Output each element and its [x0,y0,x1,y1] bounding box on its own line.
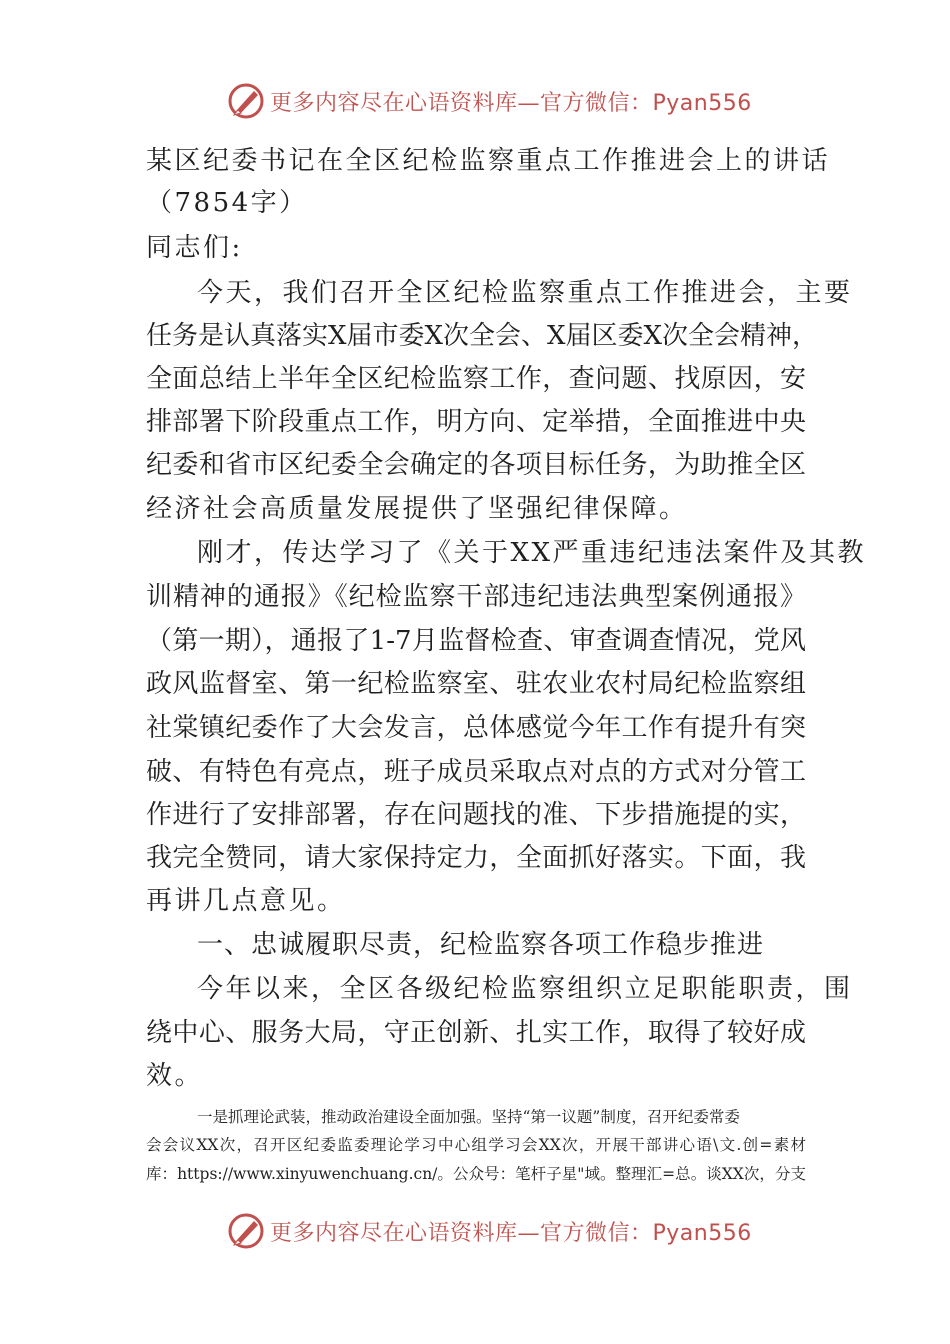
paragraph-line: 训精神的通报》《纪检监察干部违纪违法典型案例通报》 [146,582,806,612]
paragraph-line: 任务是认真落实X届市委X次全会、X届区委X次全会精神， [146,321,819,351]
paragraph-line: 效。 [146,1061,204,1091]
paragraph-line: 经济社会高质量发展提供了坚强纪律保障。 [146,494,688,524]
footer-banner [0,1206,950,1256]
pen-logo-icon [226,1211,266,1251]
paragraph-line: 我完全赞同，请大家保持定力，全面抓好落实。下面，我 [146,843,806,873]
section-heading: 一、忠诚履职尽责，纪检监察各项工作稳步推进 [197,930,765,960]
small-text-line: 会会议XX次，召开区纪委监委理论学习中心组学习会XX次，开展干部讲心语\文.创=素材 [146,1136,806,1154]
paragraph-line: （第一期），通报了1-7月监督检查、审查调查情况，党风 [146,626,806,656]
paragraph-line: 排部署下阶段重点工作，明方向、定举措，全面推进中央 [146,407,806,437]
pen-logo-icon [226,81,266,121]
small-text-line: 库：https://www.xinyuwenchuang.cn/。公众号：笔杆子星"域。整理汇=总。谈XX次，分支 [146,1165,806,1183]
paragraph-line: 绕中心、服务大局，守正创新、扎实工作，取得了较好成 [146,1018,806,1048]
wechat-id: Pyan556 [652,91,752,116]
paragraph-line: 纪委和省市区纪委全会确定的各项目标任务，为助推全区 [146,450,806,480]
paragraph-line: 今天，我们召开全区纪检监察重点工作推进会，主要 [197,278,853,308]
paragraph-line: 破、有特色有亮点，班子成员采取点对点的方式对分管工 [146,757,806,787]
salutation: 同志们: [146,233,243,263]
small-text-line: 一是抓理论武装，推动政治建设全面加强。坚持“第一议题”制度，召开纪委常委 [197,1108,740,1126]
paragraph-line: 再讲几点意见。 [146,886,346,916]
header-banner [0,76,950,126]
banner-text: 更多内容尽在心语资料库—官方微信：Pyan556 [270,91,752,116]
wechat-id: Pyan556 [652,1221,752,1246]
paragraph-line: 全面总结上半年全区纪检监察工作，查问题、找原因，安 [146,364,806,394]
paragraph-line: 刚才，传达学习了《关于XX严重违纪违法案件及其教 [197,538,867,568]
paragraph-line: 今年以来，全区各级纪检监察组织立足职能职责，围 [197,974,853,1004]
banner-text: 更多内容尽在心语资料库—官方微信：Pyan556 [270,1221,752,1246]
paragraph-line: 政风监督室、第一纪检监察室、驻农业农村局纪检监察组 [146,669,806,699]
paragraph-line: 社棠镇纪委作了大会发言，总体感觉今年工作有提升有突 [146,713,806,743]
document-title: 某区纪委书记在全区纪检监察重点工作推进会上的讲话 [146,146,831,176]
document-title-wordcount: （7854字） [146,188,308,218]
paragraph-line: 作进行了安排部署，存在问题找的准、下步措施提的实， [146,800,806,830]
